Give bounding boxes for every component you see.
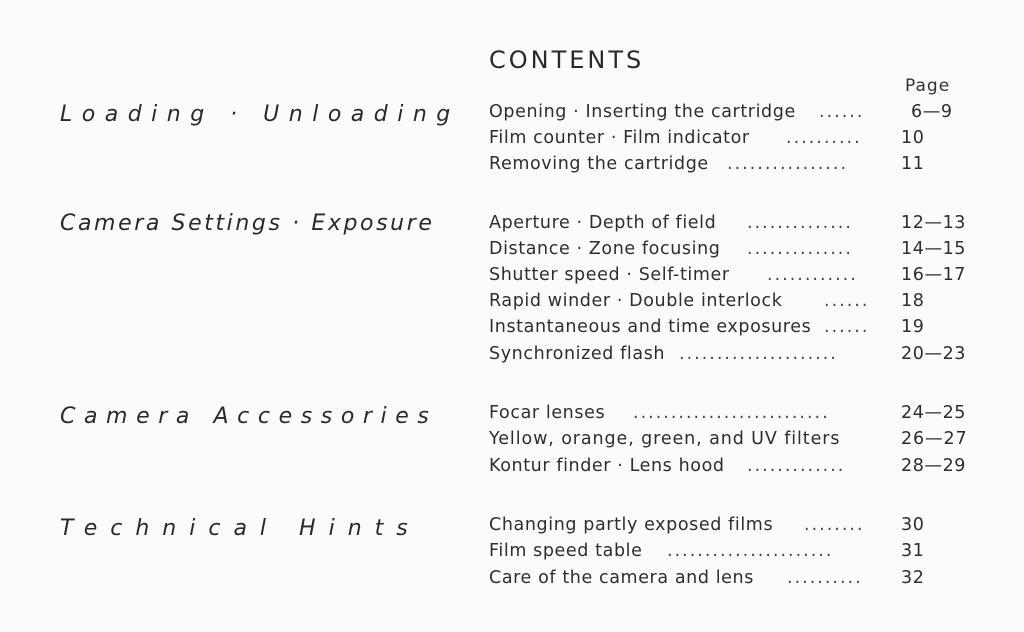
section-title: Loading · Unloading (60, 102, 460, 127)
entry-leader-dots: .............. (747, 213, 853, 233)
entry-leader-dots: .......... (787, 568, 863, 588)
section-title: Camera Accessories (60, 404, 438, 429)
entry-leader-dots: .......................... (633, 403, 830, 423)
entry-label: Focar lenses (489, 403, 606, 423)
entry-label: Instantaneous and time exposures (489, 317, 812, 337)
entry-page: 28—29 (901, 456, 967, 476)
entry-label: Aperture · Depth of field (489, 213, 717, 233)
entry-leader-dots: ...... (824, 317, 870, 337)
entry-page: 31 (901, 541, 925, 561)
entry-label: Shutter speed · Self-timer (489, 265, 730, 285)
entry-page: 19 (901, 317, 925, 337)
entry-label: Opening · Inserting the cartridge (489, 102, 796, 122)
entry-leader-dots: .......... (786, 128, 862, 148)
entry-page: 11 (901, 154, 925, 174)
entry-label: Changing partly exposed films (489, 515, 774, 535)
entry-page: 12—13 (901, 213, 967, 233)
entry-leader-dots: ............. (747, 456, 846, 476)
entry-label: Care of the camera and lens (489, 568, 754, 588)
entry-page: 10 (901, 128, 925, 148)
entry-leader-dots: .............. (747, 239, 853, 259)
entry-leader-dots: ..................... (679, 344, 838, 364)
entry-leader-dots: ...... (819, 102, 865, 122)
entry-page: 6—9 (911, 102, 953, 122)
page-title: CONTENTS (489, 46, 645, 74)
section-title: Camera Settings · Exposure (60, 211, 435, 236)
entry-leader-dots: ................ (727, 154, 849, 174)
entry-label: Kontur finder · Lens hood (489, 456, 725, 476)
entry-label: Film speed table (489, 541, 643, 561)
entry-leader-dots: ...................... (667, 541, 834, 561)
entry-leader-dots: ............ (767, 265, 858, 285)
entry-label: Yellow, orange, green, and UV filters (489, 429, 841, 449)
entry-label: Film counter · Film indicator (489, 128, 750, 148)
page-column-header: Page (905, 76, 951, 96)
section-title: Technical Hints (60, 516, 421, 541)
entry-page: 16—17 (901, 265, 967, 285)
entry-label: Rapid winder · Double interlock (489, 291, 783, 311)
entry-page: 30 (901, 515, 925, 535)
entry-page: 26—27 (901, 429, 968, 449)
entry-page: 20—23 (901, 344, 967, 364)
entry-page: 32 (901, 568, 925, 588)
entry-page: 24—25 (901, 403, 967, 423)
entry-page: 14—15 (901, 239, 967, 259)
entry-leader-dots: ...... (824, 291, 870, 311)
entry-label: Removing the cartridge (489, 154, 709, 174)
entry-page: 18 (901, 291, 925, 311)
entry-label: Distance · Zone focusing (489, 239, 721, 259)
entry-label: Synchronized flash (489, 344, 666, 364)
entry-leader-dots: ........ (804, 515, 865, 535)
